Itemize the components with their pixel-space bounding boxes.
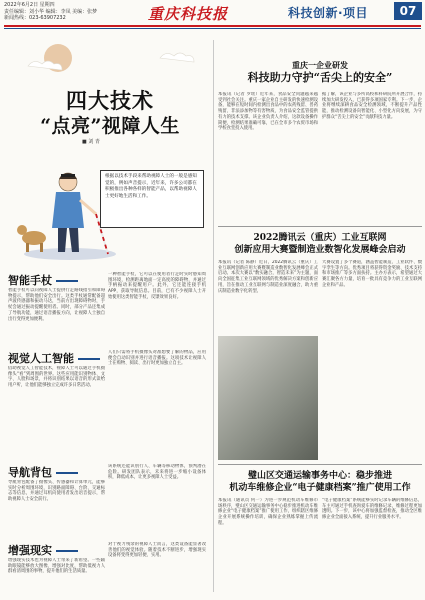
- section-heading-text: 智能手杖: [8, 274, 52, 287]
- newspaper-logo: 重庆科技报: [148, 5, 229, 23]
- story-divider-1: [218, 226, 422, 227]
- story-2-col-2: 大赛设置了多个赛道，涵盖智能制造、工业软件、数字孪生等方向。优秀项目将获得资金奖励、技术支持和市场推广等多方面扶持。主办方表示，希望通过大赛汇聚各方力量，培育一批具有竞争力的工业互联网企业和产品。: [322, 260, 422, 288]
- story-2-col-1: 本报讯（记者 陈静）近日，2022腾讯云（重庆）工业互联网创新应用大赛暨制造业数智化发展峰会正式启动。本次大赛以“数实融合，智造未来”为主题，面向全国征集工业互联网领域的优秀解决方案和创新应用，旨在推动工业互联网与制造业深度融合，助力重庆制造业数字化转型。: [218, 260, 318, 294]
- section-smart-cane-left: 智能手杖可以向视障人士提供行走路线指引和障碍物提示，帮助他们安全出行。这类手杖通常配备超声波传感器和振动马达，当前方出现障碍物时，手杖会通过振动提醒使用者。同时，部分产品还集成了导航功能，通过语音播报方向，让视障人士独自出行变得更加便利。: [8, 288, 105, 322]
- column-divider: [213, 40, 214, 592]
- story-1-headline: 科技助力守护“舌尖上的安全”: [247, 71, 393, 84]
- section-heading-visual-ai: [8, 350, 100, 366]
- section-nav-backpack-right: 该系统还能识别行人、车辆等移动物体，预判潜在危险。研发团队表示，未来将进一步缩小设备体积，降低成本，让更多视障人士受益。: [108, 464, 206, 481]
- dog-icon: [17, 225, 46, 252]
- byline: ■ 刘 青: [82, 139, 100, 145]
- story-3-col-2: “电子健康档案”系统能够实时记录车辆的维修信息，车主可通过手机查询爱车的维修记录，维修过程更加透明。下一步，该中心将加强监督检查，推动全区维修企业全面接入系统，提升行业服务水平。: [322, 498, 422, 521]
- section-ar-left: 增强现实技术也为视障人士带来了新希望。一些辅助眼镜能够放大图像、增强对比度，帮助低视力人群看清周围的事物，提升他们的生活质量。: [8, 558, 105, 575]
- story-1-kicker: 重庆一企业研发: [292, 60, 348, 70]
- date-line-3: 新闻热线：023-63907232: [4, 15, 66, 21]
- section-ar-right: 对于视力残余的视障人士而言，这类设备能显著改善他们的视觉体验。随着技术不断进步，增强现实设备将变得更加轻便、实用。: [108, 542, 206, 559]
- heading-accent-bar: [56, 472, 78, 474]
- date-line-1: 2022年6月2日 星期四: [4, 2, 55, 8]
- section-visual-ai-right: 人们只需将手机摄像头对准想要了解的物品，应用便会自动识别并进行语音播报。这项技术让视障人士在购物、阅读、出行时更加独立自主。: [108, 350, 206, 367]
- section-nav-backpack-left: 导航背包配备了摄像头、传感器和计算单元，能够实时分析周围环境，识别路面障碍、台阶、交通标志等信息，并通过耳机向使用者发出语音提示，帮助视障人士安全前行。: [8, 480, 105, 503]
- ground-shadow: [24, 248, 116, 260]
- story-3-title: [218, 470, 422, 494]
- section-heading-text: 视觉人工智能: [8, 352, 74, 365]
- heading-accent-bar: [56, 280, 78, 282]
- heading-accent-bar: [78, 358, 100, 360]
- story-3-headline-2: 机动车维修企业“电子健康档案”推广使用工作: [229, 483, 411, 493]
- date-line: [4, 2, 114, 22]
- intro-box: 根据以技术手段来帮助视障人士的一般是感知觉的，例如声音提示，近年来，许多公司都在积极推出各种各样的智能产品，以帮助视障人士更好地生活和工作。: [100, 170, 204, 228]
- story-2-headline-2: 创新应用大赛暨制造业数智化发展峰会启动: [234, 245, 406, 255]
- masthead-rule-blue: [4, 28, 421, 29]
- feature-headline: [30, 88, 190, 138]
- story-1-title: [218, 60, 422, 85]
- section-heading-text: 增强现实: [8, 544, 52, 557]
- story-1-col-1: 本报讯（记者 罗瑶）近年来，食品安全问题越来越受到社会关注。重庆一家企业自主研发的快速检测设备，能够在短时间内检测出食品中的农药残留、兽药残留、非法添加物等有害物质，为食品安全监管提供有力的技术支撑。该企业负责人介绍，这款设备操作简便，检测结果准确可靠，已在全市多个农贸市场和学校食堂投入使用。: [218, 92, 318, 132]
- story-divider-2: [218, 464, 422, 465]
- section-heading-ar: [8, 542, 78, 558]
- headline-line-2: “点亮”视障人生: [40, 115, 180, 137]
- section-title: 科技创新·项目: [288, 6, 369, 20]
- section-heading-nav-backpack: [8, 464, 78, 480]
- date-line-2: 责任编辑：刘小华 编辑：李凤 美编：张梦: [4, 8, 98, 15]
- story-2-headline-1: 2022腾讯云（重庆）工业互联网: [253, 233, 387, 243]
- headline-line-1: 四大技术: [66, 88, 154, 113]
- page-number: 07: [394, 2, 422, 20]
- story-3-col-1: 本报讯（通讯员 何一）为进一步规范机动车维修市场秩序，璧山区交通运输事务中心稳步推进机动车维修企业“电子健康档案”推广使用工作，组织辖区维修企业开展系统操作培训，确保企业熟练掌握上传流程。: [218, 498, 318, 526]
- story-3-headline-1: 璧山区交通运输事务中心：稳步推进: [247, 471, 392, 481]
- cloud-icon-2: [160, 53, 194, 62]
- story-2-title: [218, 232, 422, 256]
- section-visual-ai-left: 借助视觉人工智能技术，视障人士可以通过手机摄像头“看”到周围的世界。这些应用能识别物体、文字、人脸和场景，并将识别结果以语音的形式读给用户听，让他们能够独立完成许多日常活动。: [8, 366, 105, 389]
- conference-photo: [218, 336, 318, 460]
- heading-accent-bar: [56, 550, 78, 552]
- masthead-rule-red: [4, 25, 421, 27]
- section-smart-cane-right: 一种智能手杖，它可以在使用者行走时实时感知周围环境，检测距离地面一定高度的障碍物，并通过手柄振动来提醒用户。此外，它还能连接手机APP，获取导航信息。目前，已有不少视障人士开始使用这类智能手杖，反馈效果良好。: [108, 272, 206, 300]
- feature-illustration: [8, 40, 206, 268]
- section-heading-smart-cane: [8, 272, 78, 288]
- section-heading-text: 导航背包: [8, 466, 52, 479]
- story-1-col-2: 据了解，该企业与多所高校和科研院所开展合作，持续加大研发投入，已获得多项国家专利。下一步，企业将继续深耕食品安全检测领域，不断提升产品性能，推动检测设备向智能化、小型化方向发展，为守护群众“舌尖上的安全”贡献科技力量。: [322, 92, 422, 120]
